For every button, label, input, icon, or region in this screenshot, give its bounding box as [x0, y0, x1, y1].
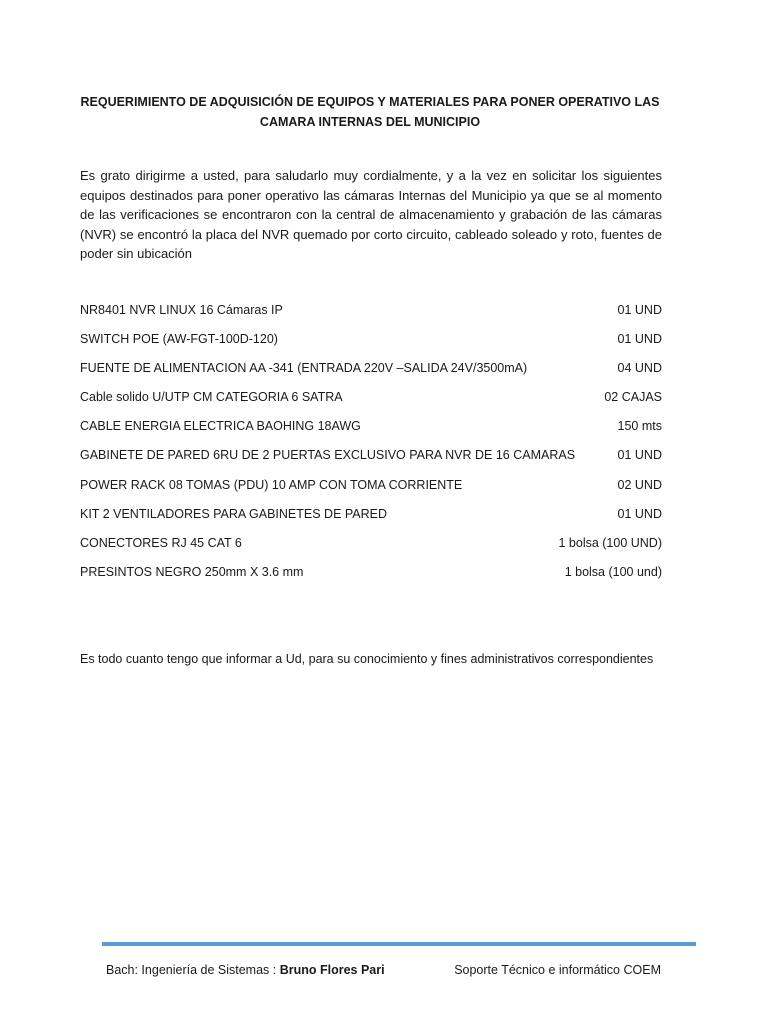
item-description: PRESINTOS NEGRO 250mm X 3.6 mm [80, 564, 304, 579]
title-line-1: REQUERIMIENTO DE ADQUISICIÓN DE EQUIPOS Y MATERIALES PARA PONER OPERATIVO LAS [80, 95, 660, 109]
item-quantity: 02 CAJAS [604, 390, 662, 405]
item-quantity: 01 UND [617, 332, 662, 347]
item-description: SWITCH POE (AW-FGT-100D-120) [80, 332, 278, 347]
list-item [80, 329, 662, 358]
closing-paragraph: Es todo cuanto tengo que informar a Ud, para su conocimiento y fines administrativos correspondientes [80, 652, 654, 666]
list-item [80, 504, 662, 533]
footer-author-prefix: Bach: Ingeniería de Sistemas : [106, 963, 280, 977]
item-description: GABINETE DE PARED 6RU DE 2 PUERTAS EXCLUSIVO PARA NVR DE 16 CAMARAS [80, 448, 576, 463]
item-description: Cable solido U/UTP CM CATEGORIA 6 SATRA [80, 390, 343, 405]
item-quantity: 1 bolsa (100 und) [564, 564, 662, 579]
footer-author-name: Bruno Flores Pari [279, 963, 385, 977]
item-quantity: 01 UND [617, 303, 662, 317]
item-description: CABLE ENERGIA ELECTRICA BAOHING 18AWG [80, 419, 361, 434]
item-quantity: 1 bolsa (100 UND) [558, 535, 662, 550]
footer-department: Soporte Técnico e informático COEM [454, 963, 661, 977]
list-item [80, 562, 662, 591]
item-description: FUENTE DE ALIMENTACION AA -341 (ENTRADA 220V –SALIDA 24V/3500mA) [80, 361, 528, 376]
item-quantity: 01 UND [617, 448, 662, 463]
item-description: KIT 2 VENTILADORES PARA GABINETES DE PARED [80, 506, 388, 521]
list-item [80, 533, 662, 562]
list-item [80, 387, 662, 416]
list-item [80, 445, 662, 474]
list-item [80, 416, 662, 445]
document-title [80, 92, 660, 132]
intro-paragraph: Es grato dirigirme a usted, para saludarlo muy cordialmente, y a la vez en solicitar los siguientes equipos destinados para poner operativo las cámaras Internas del Municipio ya que se al momento de las verificaciones se encontraron con la central de almacenamiento y grabación de las cámaras (NVR) se encontró la placa del NVR quemado por corto circuito, cableado soleado y roto, fuentes de poder sin ubicación [80, 168, 662, 261]
item-description: NR8401 NVR LINUX 16 Cámaras IP [80, 303, 283, 317]
list-item [80, 358, 662, 387]
item-quantity: 01 UND [617, 506, 662, 521]
item-description: CONECTORES RJ 45 CAT 6 [80, 535, 242, 550]
footer-author [106, 960, 385, 980]
title-line-2: CAMARA INTERNAS DEL MUNICIPIO [259, 115, 481, 129]
item-description: POWER RACK 08 TOMAS (PDU) 10 AMP CON TOMA CORRIENTE [80, 477, 463, 492]
item-quantity: 150 mts [617, 419, 662, 434]
list-item [80, 300, 662, 329]
item-quantity: 04 UND [617, 361, 662, 376]
footer-divider [102, 942, 696, 946]
item-quantity: 02 UND [617, 477, 662, 492]
list-item [80, 475, 662, 504]
item-list [80, 300, 662, 591]
